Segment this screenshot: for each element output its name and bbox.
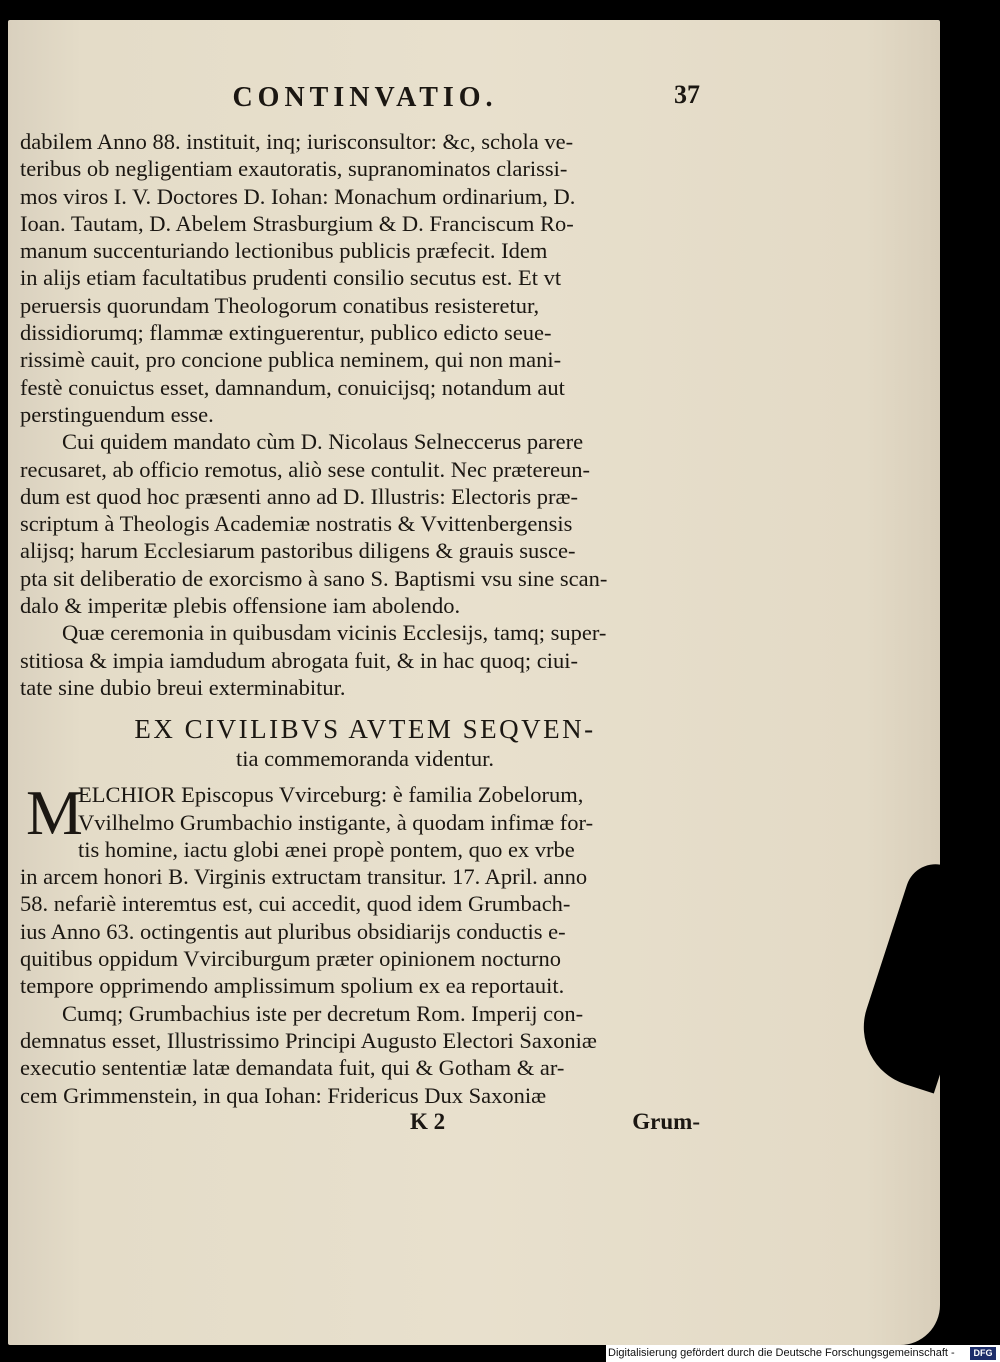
- text-line: dalo & imperitæ plebis offensione iam abolendo.: [20, 593, 461, 619]
- text-line: executio sententiæ latæ demandata fuit, qui & Gotham & ar-: [20, 1055, 565, 1081]
- signature-mark: K 2: [410, 1108, 446, 1134]
- running-title: CONTINVATIO.: [232, 82, 498, 113]
- running-head: [20, 82, 710, 128]
- text-line: manum succenturiando lectionibus publicis præfecit. Idem: [20, 238, 548, 264]
- text-line: dum est quod hoc præsenti anno ad D. Illustris: Electoris præ-: [20, 483, 579, 509]
- paragraph-4: [20, 777, 710, 999]
- paragraph-3: [20, 619, 710, 701]
- text-line: tempore opprimendo amplissimum spolium ex ea reportauit.: [20, 973, 565, 999]
- text-line: in alijs etiam facultatibus prudenti consilio secutus est. Et vt: [20, 265, 562, 291]
- text-line: dabilem Anno 88. instituit, inq; iurisconsultor: &c, schola ve-: [20, 129, 574, 154]
- text-line: perstinguendum esse.: [20, 401, 214, 427]
- text-line: quitibus oppidum Vvirciburgum præter opinionem nocturno: [20, 946, 561, 972]
- text-line: Vvilhelmo Grumbachio instigante, à quodam infimæ for-: [78, 809, 594, 835]
- text-line: peruersis quorundam Theologorum conatibus resisteretur,: [20, 292, 540, 318]
- funding-footer: [606, 1345, 1000, 1362]
- text-block: [20, 82, 710, 1141]
- text-line: cem Grimmenstein, in qua Iohan: Fridericus Dux Saxoniæ: [20, 1082, 547, 1108]
- page-number: 37: [674, 80, 700, 109]
- text-line: ELCHIOR Episcopus Vvirceburg: è familia Zobelorum,: [78, 782, 584, 808]
- text-line: Ioan. Tautam, D. Abelem Strasburgium & D. Franciscum Ro-: [20, 210, 574, 236]
- text-line: in arcem honori B. Virginis extructam transitur. 17. April. anno: [20, 864, 588, 890]
- paragraph-1: [20, 128, 710, 428]
- paragraph-2: [20, 428, 710, 619]
- page-foot: [20, 1109, 710, 1141]
- text-line: tis homine, iactu globi ænei propè pontem, quo ex vrbe: [78, 836, 575, 862]
- book-page: [8, 20, 940, 1345]
- text-line: festè conuictus esset, damnandum, conuicijsq; notandum aut: [20, 374, 565, 400]
- text-line: teribus ob negligentiam exautoratis, supranominatos clarissi-: [20, 156, 568, 182]
- text-line: Quæ ceremonia in quibusdam vicinis Ecclesijs, tamq; super-: [62, 620, 607, 646]
- text-line: recusaret, ab officio remotus, aliò sese contulit. Nec prætereun-: [20, 456, 591, 482]
- text-line: mos viros I. V. Doctores D. Iohan: Monachum ordinarium, D.: [20, 183, 576, 209]
- section-heading: EX CIVILIBVS AVTEM SEQVEN-: [134, 714, 596, 745]
- text-line: Cumq; Grumbachius iste per decretum Rom. Imperij con-: [62, 1000, 584, 1026]
- text-line: demnatus esset, Illustrissimo Principi Augusto Electori Saxoniæ: [20, 1027, 597, 1053]
- text-line: stitiosa & impia iamdudum abrogata fuit, & in hac quoq; ciui-: [20, 647, 579, 673]
- section-subheading: tia commemoranda videntur.: [235, 746, 495, 772]
- text-line: 58. nefariè interemtus est, cui accedit, quod idem Grumbach-: [20, 891, 571, 917]
- text-line: Cui quidem mandato cùm D. Nicolaus Selneccerus parere: [62, 429, 584, 455]
- text-line: pta sit deliberatio de exorcismo à sano S. Baptismi vsu sine scan-: [20, 565, 608, 591]
- text-line: ius Anno 63. octingentis aut pluribus obsidiarijs conductis e-: [20, 918, 566, 944]
- paragraph-5: [20, 1000, 710, 1109]
- text-line: tate sine dubio breui exterminabitur.: [20, 674, 346, 700]
- text-line: alijsq; harum Ecclesiarum pastoribus diligens & grauis susce-: [20, 538, 576, 564]
- text-line: rissimè cauit, pro concione publica neminem, qui non mani-: [20, 347, 562, 373]
- funding-text: Digitalisierung gefördert durch die Deutsche Forschungsgemeinschaft -: [608, 1347, 955, 1359]
- text-line: dissidiorumq; flammæ extinguerentur, publico edicto seue-: [20, 320, 552, 346]
- text-line: scriptum à Theologis Academiæ nostratis & Vvittenbergensis: [20, 511, 573, 537]
- catchword: Grum-: [632, 1108, 700, 1134]
- drop-capital: M: [26, 777, 83, 849]
- dfg-logo: DFG: [970, 1347, 996, 1360]
